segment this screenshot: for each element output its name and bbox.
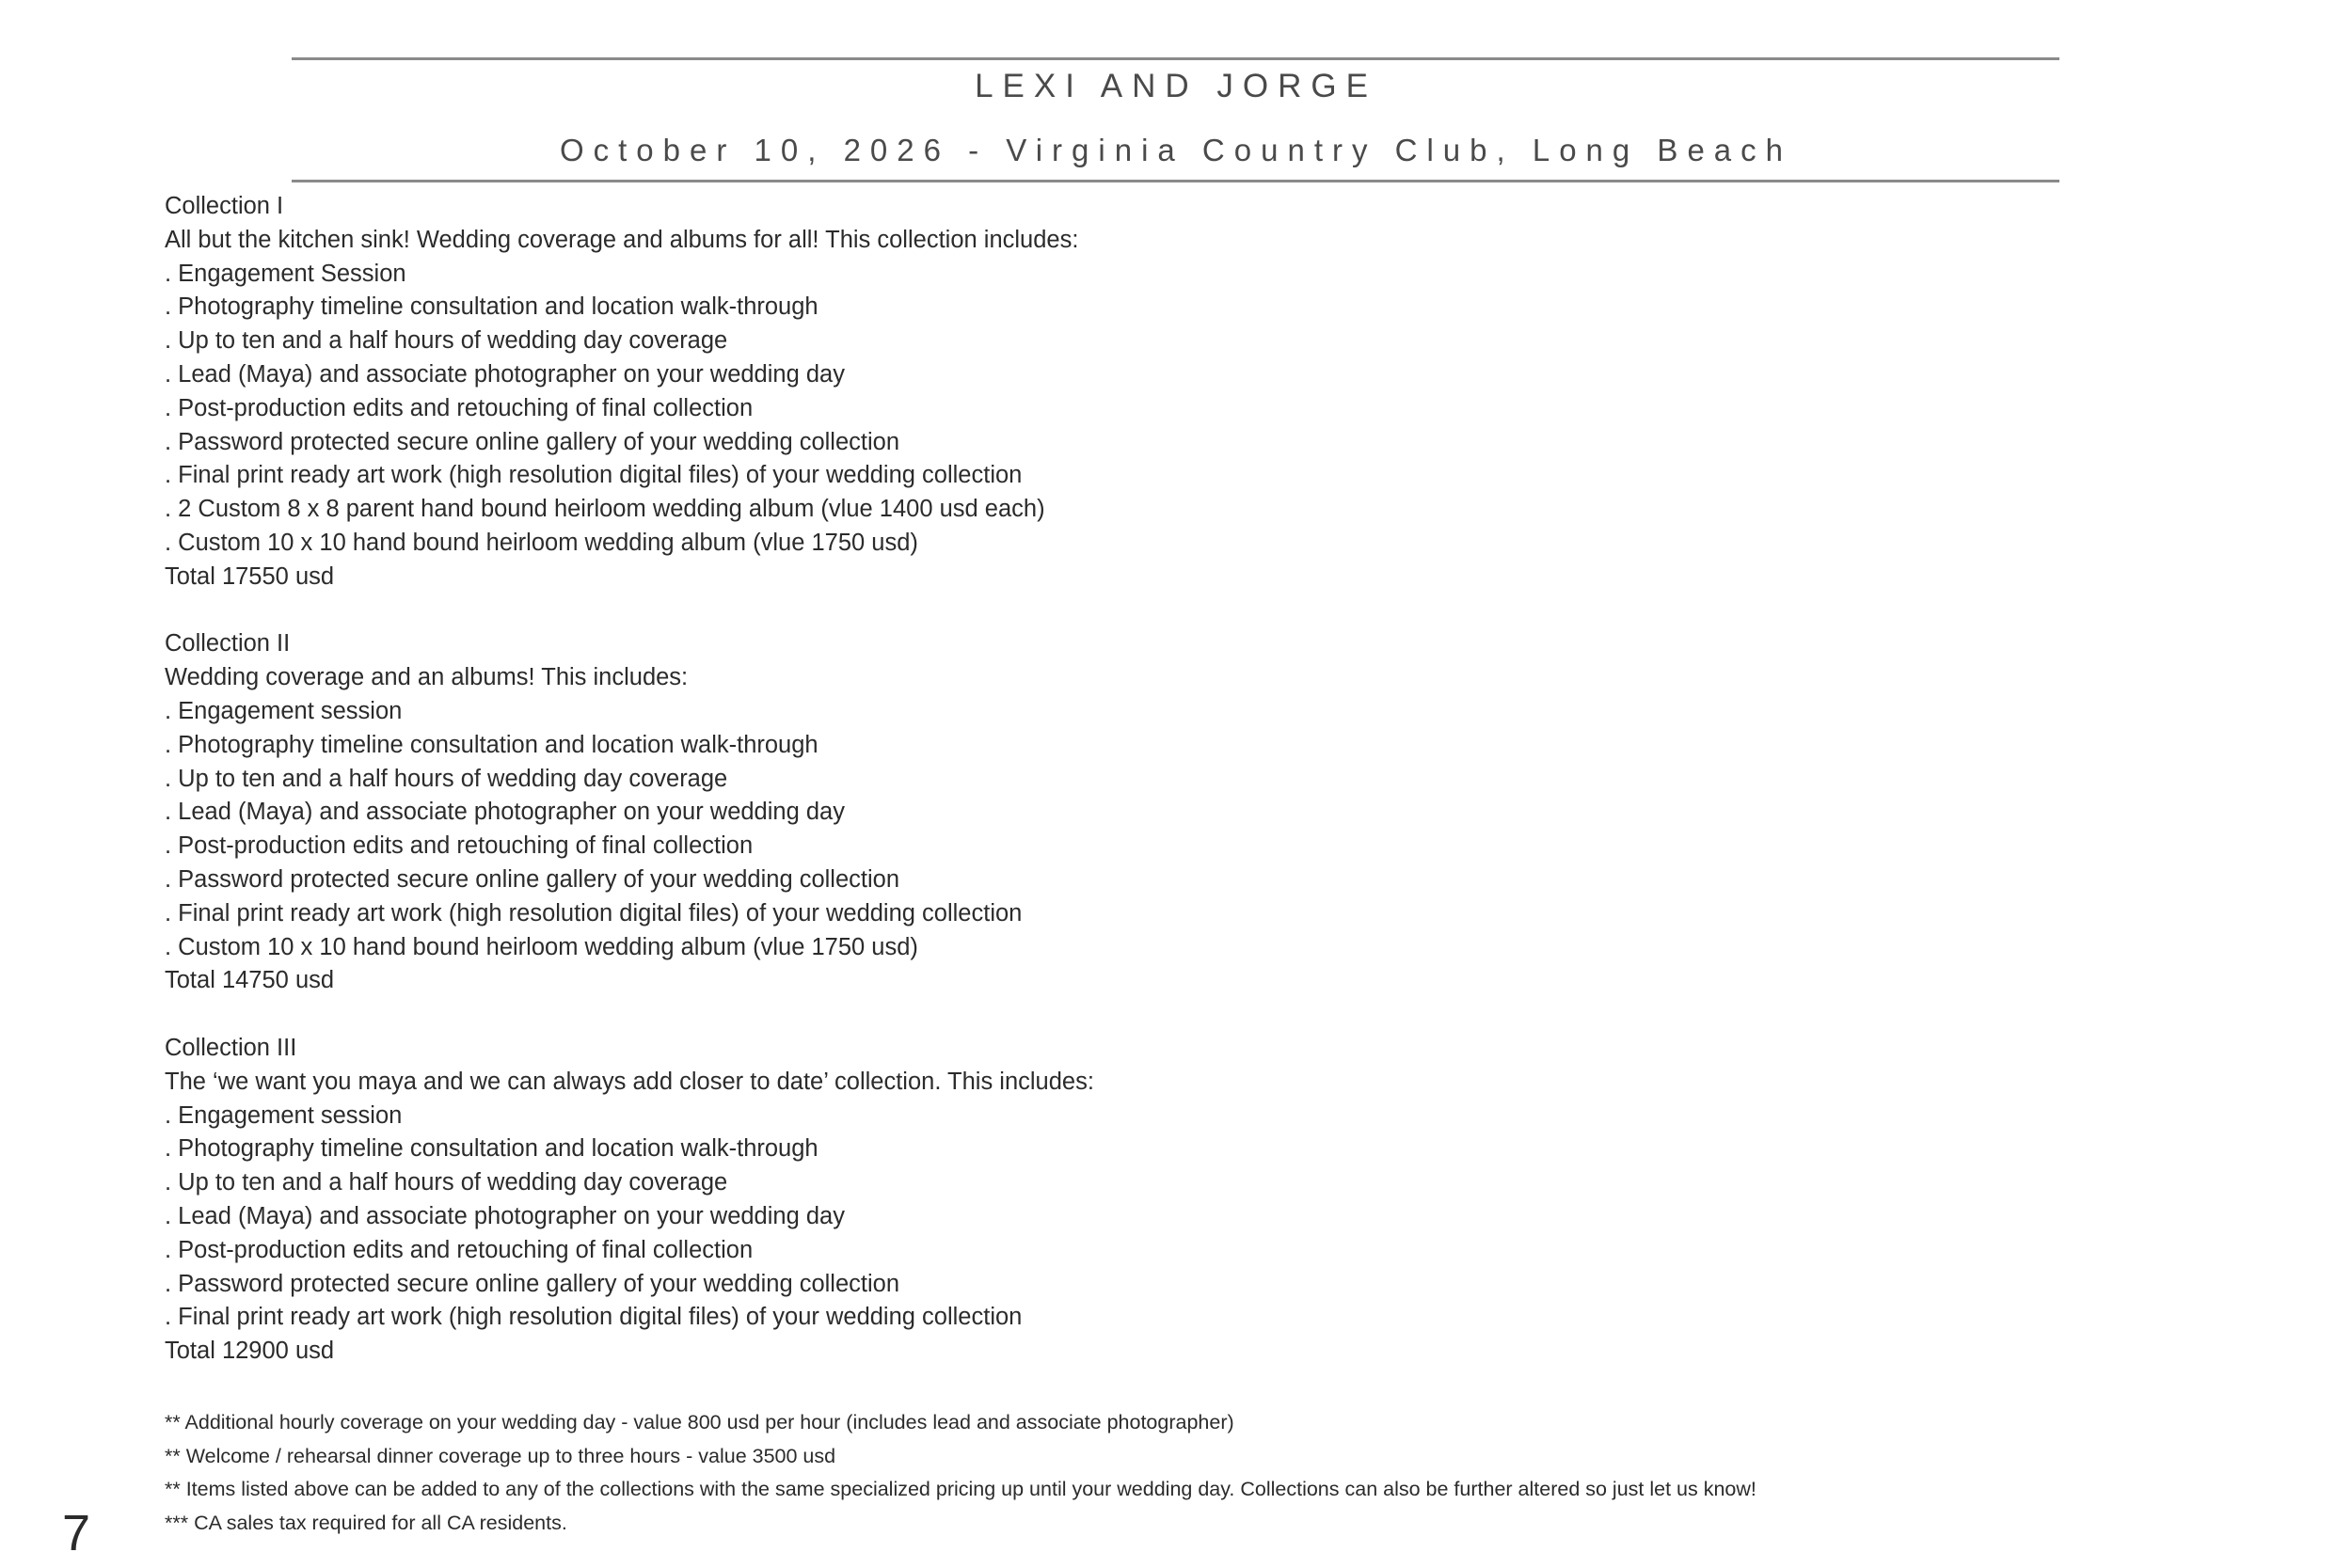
collection-item: . Custom 10 x 10 hand bound heirloom wedding album (vlue 1750 usd)	[165, 933, 918, 960]
collection-item: . 2 Custom 8 x 8 parent hand bound heirloom wedding album (vlue 1400 usd each)	[165, 496, 1045, 523]
footnotes	[165, 1406, 2234, 1540]
collection-item: . Up to ten and a half hours of wedding day coverage	[165, 765, 728, 792]
collection-1	[165, 190, 2178, 594]
collection-intro: All but the kitchen sink! Wedding coverage and albums for all! This collection includes:	[165, 226, 1079, 253]
collection-item: . Lead (Maya) and associate photographer on your wedding day	[165, 799, 845, 826]
header-bottom-rule	[292, 180, 2059, 182]
couple-names: LEXI AND JORGE	[975, 68, 1377, 104]
collection-item: . Password protected secure online gallery of your wedding collection	[165, 1270, 900, 1297]
collection-item: . Post-production edits and retouching of final collection	[165, 832, 754, 860]
collection-title: Collection I	[165, 193, 284, 219]
collection-item: . Up to ten and a half hours of wedding day coverage	[165, 1169, 728, 1196]
header-top-rule	[292, 57, 2059, 60]
footnote: ** Welcome / rehearsal dinner coverage up to three hours - value 3500 usd	[165, 1444, 836, 1467]
collection-item: . Final print ready art work (high resolution digital files) of your wedding collection	[165, 462, 1023, 489]
page-number: 7	[62, 1505, 91, 1561]
footnote: *** CA sales tax required for all CA residents.	[165, 1511, 567, 1534]
collection-intro: Wedding coverage and an albums! This includes:	[165, 664, 689, 691]
collections-content	[165, 190, 2178, 1369]
collection-intro: The ‘we want you maya and we can always add closer to date’ collection. This includes:	[165, 1068, 1094, 1095]
collection-item: . Lead (Maya) and associate photographer on your wedding day	[165, 360, 845, 388]
collection-item: . Post-production edits and retouching of final collection	[165, 394, 754, 421]
footnote: ** Items listed above can be added to any of the collections with the same specialized pricing up until your wedding day. Collections can also be further altered so just let us know!	[165, 1478, 1756, 1500]
collection-total: Total 14750 usd	[165, 967, 335, 994]
collection-item: . Photography timeline consultation and location walk-through	[165, 293, 818, 321]
collection-item: . Password protected secure online gallery of your wedding collection	[165, 865, 900, 893]
collection-item: . Custom 10 x 10 hand bound heirloom wedding album (vlue 1750 usd)	[165, 529, 918, 556]
collection-title: Collection III	[165, 1034, 297, 1061]
event-date-venue: October 10, 2026 - Virginia Country Club, Long Beach	[559, 133, 1793, 167]
collection-total: Total 12900 usd	[165, 1338, 335, 1365]
collection-3	[165, 1032, 2178, 1369]
collection-item: . Final print ready art work (high resolution digital files) of your wedding collection	[165, 1304, 1023, 1331]
collection-total: Total 17550 usd	[165, 562, 335, 590]
collection-item: . Photography timeline consultation and location walk-through	[165, 731, 818, 758]
collection-item: . Engagement session	[165, 697, 403, 724]
collection-2	[165, 627, 2178, 998]
collection-item: . Password protected secure online gallery of your wedding collection	[165, 428, 900, 455]
collection-title: Collection II	[165, 630, 291, 657]
collection-item: . Final print ready art work (high resolution digital files) of your wedding collection	[165, 899, 1023, 927]
collection-item: . Post-production edits and retouching of final collection	[165, 1236, 754, 1263]
collection-item: . Photography timeline consultation and location walk-through	[165, 1135, 818, 1163]
footnote: ** Additional hourly coverage on your wedding day - value 800 usd per hour (includes lead and associate photographer)	[165, 1411, 1234, 1433]
collection-item: . Engagement Session	[165, 260, 406, 287]
collection-item: . Engagement session	[165, 1101, 403, 1129]
collection-item: . Up to ten and a half hours of wedding day coverage	[165, 327, 728, 355]
collection-item: . Lead (Maya) and associate photographer on your wedding day	[165, 1202, 845, 1229]
